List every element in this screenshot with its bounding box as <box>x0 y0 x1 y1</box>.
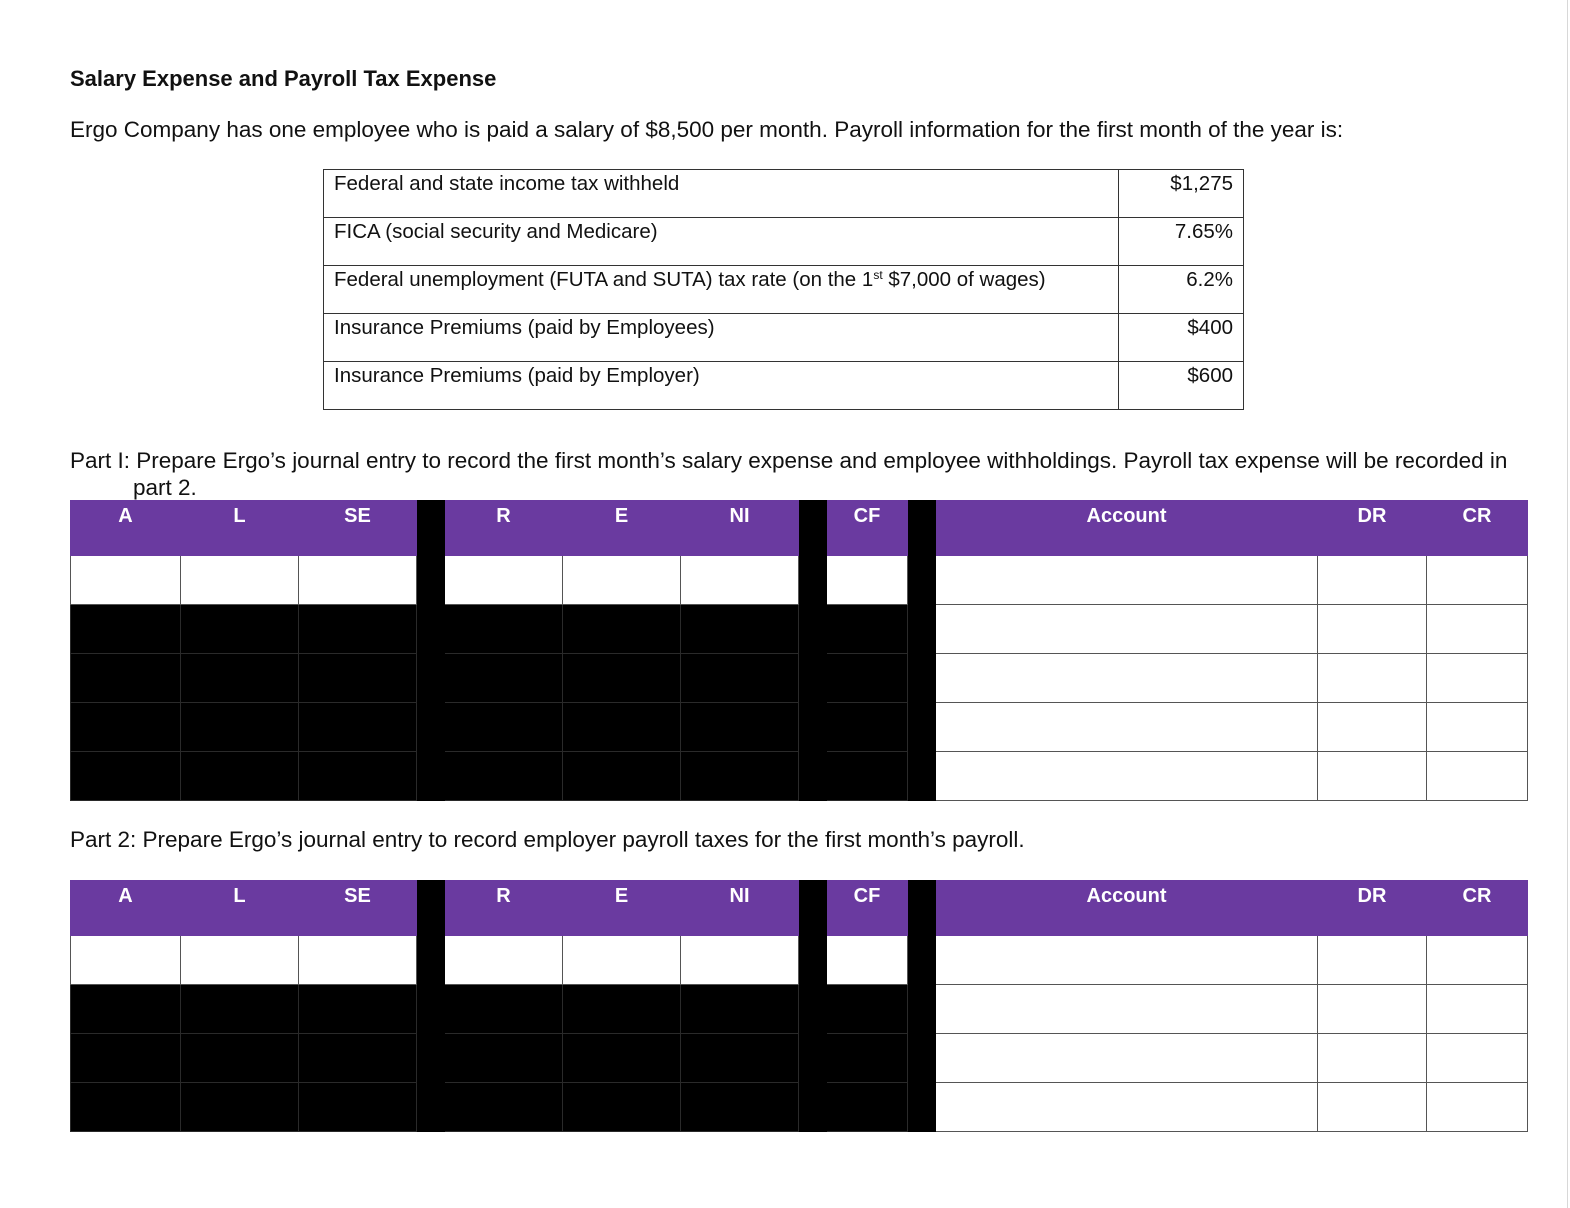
info-label-post: $7,000 of wages) <box>882 268 1046 291</box>
column-separator <box>417 752 445 801</box>
cell-account[interactable] <box>936 936 1318 985</box>
cell-debit[interactable] <box>1318 703 1427 752</box>
col-header-expenses: E <box>563 881 681 936</box>
cell-se[interactable] <box>299 936 417 985</box>
column-separator <box>417 501 445 556</box>
journal-row <box>71 936 1528 985</box>
cell-r[interactable] <box>445 936 563 985</box>
cell-credit[interactable] <box>1427 556 1528 605</box>
cell-cf <box>827 1083 908 1132</box>
col-header-liabilities: L <box>181 881 299 936</box>
cell-se <box>299 703 417 752</box>
cell-ni[interactable] <box>681 556 799 605</box>
info-value: 7.65% <box>1119 218 1244 266</box>
cell-a <box>71 605 181 654</box>
column-separator <box>799 936 827 985</box>
column-separator <box>799 556 827 605</box>
page-title: Salary Expense and Payroll Tax Expense <box>70 66 497 91</box>
col-header-credit: CR <box>1427 501 1528 556</box>
col-header-expenses: E <box>563 501 681 556</box>
col-header-account: Account <box>936 501 1318 556</box>
cell-l <box>181 703 299 752</box>
column-separator <box>417 985 445 1034</box>
cell-e <box>563 703 681 752</box>
cell-account[interactable] <box>936 654 1318 703</box>
cell-r <box>445 1034 563 1083</box>
cell-cf <box>827 985 908 1034</box>
cell-e <box>563 1034 681 1083</box>
col-header-stockholders-equity: SE <box>299 501 417 556</box>
cell-a <box>71 703 181 752</box>
col-header-revenues: R <box>445 501 563 556</box>
journal-row <box>71 605 1528 654</box>
part1-journal-table <box>70 500 1528 801</box>
col-header-account: Account <box>936 881 1318 936</box>
column-separator <box>417 556 445 605</box>
ordinal-suffix: st <box>873 268 883 282</box>
cell-se[interactable] <box>299 556 417 605</box>
column-separator <box>417 1034 445 1083</box>
cell-a <box>71 985 181 1034</box>
cell-e[interactable] <box>563 556 681 605</box>
cell-e <box>563 605 681 654</box>
info-label-pre: Federal unemployment (FUTA and SUTA) tax rate (on the 1 <box>334 268 874 291</box>
cell-r <box>445 654 563 703</box>
column-separator <box>908 752 936 801</box>
cell-e <box>563 654 681 703</box>
journal-row <box>71 1034 1528 1083</box>
cell-l[interactable] <box>181 936 299 985</box>
cell-debit[interactable] <box>1318 654 1427 703</box>
table-row <box>324 266 1244 314</box>
header-row <box>71 881 1528 936</box>
column-separator <box>908 654 936 703</box>
cell-debit[interactable] <box>1318 605 1427 654</box>
column-separator <box>417 605 445 654</box>
cell-a[interactable] <box>71 936 181 985</box>
header-row <box>71 501 1528 556</box>
info-value: $600 <box>1119 362 1244 410</box>
cell-ni <box>681 703 799 752</box>
column-separator <box>799 752 827 801</box>
cell-a <box>71 654 181 703</box>
table-row <box>324 314 1244 362</box>
info-label: Insurance Premiums (paid by Employer) <box>324 362 1119 410</box>
cell-e[interactable] <box>563 936 681 985</box>
cell-debit[interactable] <box>1318 985 1427 1034</box>
cell-l <box>181 985 299 1034</box>
table-row <box>324 218 1244 266</box>
cell-l[interactable] <box>181 556 299 605</box>
cell-debit[interactable] <box>1318 752 1427 801</box>
column-separator <box>908 1034 936 1083</box>
cell-account[interactable] <box>936 556 1318 605</box>
journal-row <box>71 654 1528 703</box>
column-separator <box>908 985 936 1034</box>
column-separator <box>799 1083 827 1132</box>
journal-row <box>71 752 1528 801</box>
cell-account[interactable] <box>936 703 1318 752</box>
column-separator <box>799 985 827 1034</box>
column-separator <box>799 703 827 752</box>
col-header-debit: DR <box>1318 881 1427 936</box>
cell-cf[interactable] <box>827 556 908 605</box>
cell-r <box>445 605 563 654</box>
cell-credit[interactable] <box>1427 936 1528 985</box>
column-separator <box>908 881 936 936</box>
column-separator <box>417 703 445 752</box>
journal-row <box>71 556 1528 605</box>
col-header-assets: A <box>71 501 181 556</box>
cell-l <box>181 752 299 801</box>
info-label: Insurance Premiums (paid by Employees) <box>324 314 1119 362</box>
table-row <box>324 170 1244 218</box>
cell-l <box>181 1083 299 1132</box>
cell-ni <box>681 752 799 801</box>
payroll-info-table <box>323 169 1244 410</box>
table-row <box>324 362 1244 410</box>
cell-e <box>563 985 681 1034</box>
col-header-debit: DR <box>1318 501 1427 556</box>
column-separator <box>799 501 827 556</box>
column-separator <box>908 605 936 654</box>
info-value: 6.2% <box>1119 266 1244 314</box>
cell-l <box>181 654 299 703</box>
cell-se <box>299 654 417 703</box>
column-separator <box>417 881 445 936</box>
cell-cf <box>827 1034 908 1083</box>
part1-instruction: Part I: Prepare Ergo’s journal entry to record the first month’s salary expense and employee withholdings. Payroll tax expense will be recorded in part 2. <box>70 448 1508 500</box>
cell-r <box>445 985 563 1034</box>
col-header-liabilities: L <box>181 501 299 556</box>
cell-se <box>299 605 417 654</box>
cell-se <box>299 752 417 801</box>
cell-a[interactable] <box>71 556 181 605</box>
journal-row <box>71 985 1528 1034</box>
cell-ni <box>681 1083 799 1132</box>
cell-debit[interactable] <box>1318 1034 1427 1083</box>
cell-r <box>445 752 563 801</box>
cell-credit[interactable] <box>1427 1083 1528 1132</box>
info-value: $400 <box>1119 314 1244 362</box>
cell-debit[interactable] <box>1318 1083 1427 1132</box>
cell-cf <box>827 703 908 752</box>
cell-account[interactable] <box>936 752 1318 801</box>
cell-cf <box>827 654 908 703</box>
column-separator <box>799 605 827 654</box>
column-separator <box>799 654 827 703</box>
cell-r <box>445 1083 563 1132</box>
cell-a <box>71 1083 181 1132</box>
cell-se <box>299 1083 417 1132</box>
cell-cf <box>827 605 908 654</box>
cell-a <box>71 752 181 801</box>
col-header-assets: A <box>71 881 181 936</box>
cell-ni <box>681 654 799 703</box>
journal-row <box>71 1083 1528 1132</box>
column-separator <box>908 703 936 752</box>
info-label: Federal and state income tax withheld <box>324 170 1119 218</box>
cell-ni <box>681 985 799 1034</box>
col-header-stockholders-equity: SE <box>299 881 417 936</box>
column-separator <box>799 1034 827 1083</box>
col-header-credit: CR <box>1427 881 1528 936</box>
info-label <box>324 266 1119 314</box>
column-separator <box>417 1083 445 1132</box>
cell-ni[interactable] <box>681 936 799 985</box>
intro-paragraph: Ergo Company has one employee who is paid a salary of $8,500 per month. Payroll information for the first month of the year is: <box>70 117 1344 142</box>
cell-se <box>299 985 417 1034</box>
col-header-cash-flow: CF <box>827 501 908 556</box>
column-separator <box>799 881 827 936</box>
cell-credit[interactable] <box>1427 703 1528 752</box>
cell-a <box>71 1034 181 1083</box>
cell-r[interactable] <box>445 556 563 605</box>
cell-debit[interactable] <box>1318 936 1427 985</box>
column-separator <box>908 936 936 985</box>
cell-debit[interactable] <box>1318 556 1427 605</box>
column-separator <box>417 936 445 985</box>
cell-credit[interactable] <box>1427 752 1528 801</box>
cell-cf <box>827 752 908 801</box>
col-header-net-income: NI <box>681 881 799 936</box>
cell-e <box>563 1083 681 1132</box>
cell-e <box>563 752 681 801</box>
cell-r <box>445 703 563 752</box>
cell-l <box>181 1034 299 1083</box>
cell-l <box>181 605 299 654</box>
column-separator <box>908 556 936 605</box>
column-separator <box>908 501 936 556</box>
cell-credit[interactable] <box>1427 605 1528 654</box>
cell-credit[interactable] <box>1427 1034 1528 1083</box>
cell-cf[interactable] <box>827 936 908 985</box>
cell-se <box>299 1034 417 1083</box>
cell-credit[interactable] <box>1427 654 1528 703</box>
col-header-revenues: R <box>445 881 563 936</box>
cell-account[interactable] <box>936 605 1318 654</box>
cell-account[interactable] <box>936 985 1318 1034</box>
info-label: FICA (social security and Medicare) <box>324 218 1119 266</box>
column-separator <box>417 654 445 703</box>
column-separator <box>908 1083 936 1132</box>
cell-credit[interactable] <box>1427 985 1528 1034</box>
cell-account[interactable] <box>936 1034 1318 1083</box>
col-header-cash-flow: CF <box>827 881 908 936</box>
cell-account[interactable] <box>936 1083 1318 1132</box>
col-header-net-income: NI <box>681 501 799 556</box>
page-edge-line <box>1567 0 1568 1208</box>
info-value: $1,275 <box>1119 170 1244 218</box>
part2-journal-table <box>70 880 1528 1132</box>
cell-ni <box>681 605 799 654</box>
journal-row <box>71 703 1528 752</box>
part2-instruction: Part 2: Prepare Ergo’s journal entry to record employer payroll taxes for the first month’s payroll. <box>70 827 1025 852</box>
cell-ni <box>681 1034 799 1083</box>
